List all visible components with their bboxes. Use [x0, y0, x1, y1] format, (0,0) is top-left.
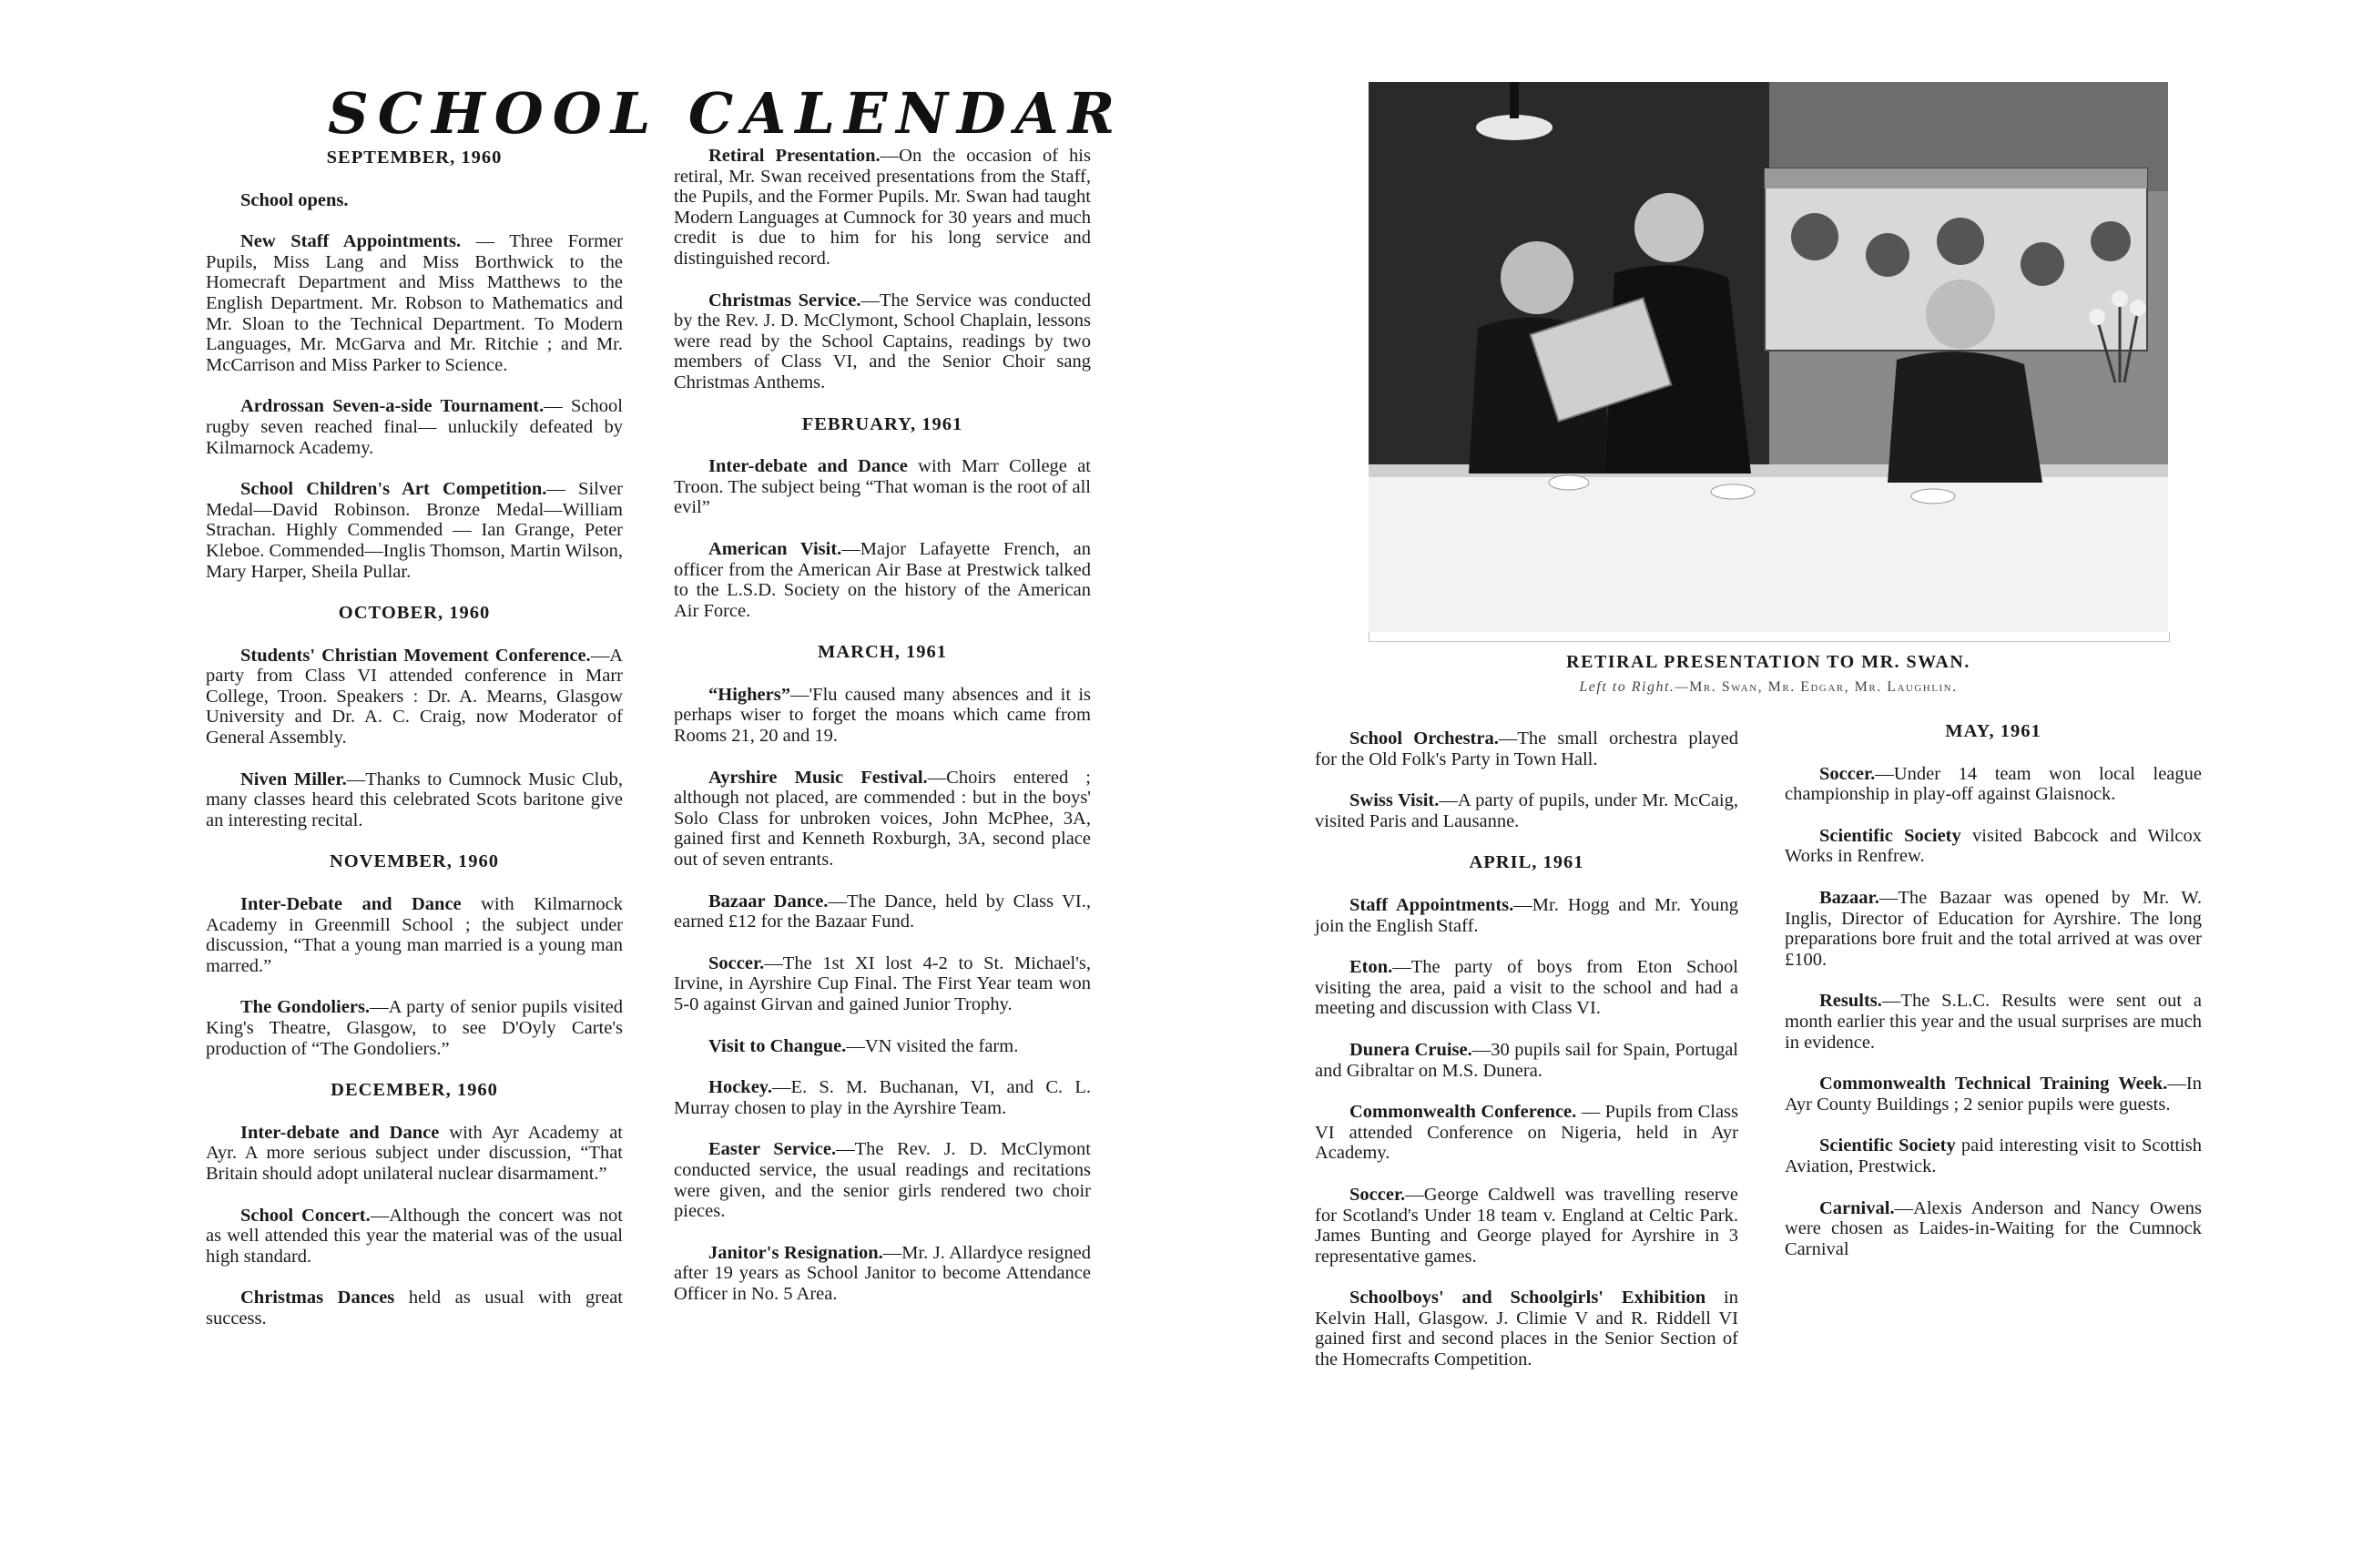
calendar-entry	[1785, 991, 2202, 1053]
subcaption-names: Mr. Swan, Mr. Edgar, Mr. Laughlin.	[1689, 679, 1958, 695]
entry-body: —On the occasion of his retiral, Mr. Swan received presentations from the Staff, the Pupils, and the Former Pupils. Mr. Swan had taught Modern Languages at Cumnock for 30 years and much credit is due to him for his long service and distinguished record.	[674, 146, 1091, 269]
entry-body: —Major Lafayette French, an officer from the American Air Base at Prestwick talked to the L.S.D. Society on the history of the American Air Force.	[674, 538, 1091, 621]
calendar-entry	[1315, 957, 1738, 1019]
calendar-entry	[1785, 1074, 2202, 1115]
entry-heading: Soccer.	[1349, 1184, 1406, 1205]
photo-illustration	[1369, 82, 2168, 632]
calendar-entry	[1785, 764, 2202, 805]
page-title: SCHOOL CALENDAR	[328, 80, 1125, 147]
column-2	[674, 146, 1091, 1326]
entry-heading: American Visit.	[708, 538, 842, 559]
entry-heading: Ardrossan Seven-a-side Tournament.	[240, 396, 545, 417]
entry-heading: Visit to Changue.	[708, 1035, 847, 1056]
entry-heading: Carnival.	[1819, 1197, 1895, 1218]
entry-body: — School rugby seven reached final— unluckily defeated by Kilmarnock Academy.	[206, 396, 623, 458]
entry-body: with Marr College at Troon. The subject being “That woman is the root of all evil”	[674, 456, 1091, 518]
entry-body: —'Flu caused many absences and it is perhaps wiser to forget the moans which came from Rooms 21, 20 and 19.	[674, 684, 1091, 747]
entry-heading: Soccer.	[708, 952, 765, 973]
month-heading-march: MARCH, 1961	[818, 642, 947, 663]
calendar-entry	[206, 190, 623, 211]
photo-subcaption	[1369, 679, 2168, 696]
entry-body: —Thanks to Cumnock Music Club, many classes heard this celebrated Scots baritone give an interesting recital.	[206, 769, 623, 830]
column-3	[1315, 728, 1738, 1391]
entry-body: —VN visited the farm.	[846, 1035, 1019, 1056]
entry-heading: School opens.	[240, 189, 349, 210]
entry-body: — Silver Medal—David Robinson. Bronze Medal—William Strachan. Highly Commended — Ian Grange, Peter Kleboe. Commended—Inglis Thomson, Martin Wilson, Mary Harper, Sheila Pullar.	[206, 479, 624, 582]
entry-body: paid interesting visit to Scottish Aviation, Prestwick.	[1785, 1135, 2203, 1176]
calendar-entry	[674, 953, 1091, 1015]
entry-body: —The Service was conducted by the Rev. J. D. McClymont, School Chaplain, lessons were read by the School Captains, readings by two members of Class VI, and the Senior Choir sang Christmas Anthems.	[674, 290, 1091, 392]
subcaption-lead: Left to Right.—	[1579, 679, 1690, 695]
calendar-entry	[206, 894, 623, 976]
entry-heading: Results.	[1819, 991, 1882, 1012]
calendar-entry	[674, 456, 1091, 518]
calendar-entry	[206, 479, 623, 582]
entry-heading: Commonwealth Conference.	[1349, 1102, 1577, 1123]
entry-heading: Ayrshire Music Festival.	[708, 767, 928, 788]
entry-heading: School Orchestra.	[1349, 728, 1499, 748]
entry-heading: Retiral Presentation.	[708, 146, 881, 166]
calendar-entry	[1315, 1288, 1738, 1369]
calendar-entry	[674, 685, 1091, 747]
calendar-entry	[674, 1036, 1091, 1057]
calendar-entry	[1785, 1135, 2202, 1176]
entry-body: —The 1st XI lost 4-2 to St. Michael's, Irvine, in Ayrshire Cup Final. The First Year team won 5-0 against Girvan and gained Junior Trophy.	[674, 952, 1091, 1014]
calendar-entry	[1785, 1198, 2202, 1260]
entry-body: —The S.L.C. Results were sent out a month earlier this year and the usual surprises are much in evidence.	[1785, 991, 2202, 1053]
entry-body: —A party of senior pupils visited King's Theatre, Glasgow, to see D'Oyly Carte's production of “The Gondoliers.”	[206, 997, 623, 1059]
entry-body: —The Bazaar was opened by Mr. W. Inglis, Director of Education for Ayrshire. The long preparations bore fruit and the total arrived at was over £100.	[1785, 887, 2202, 970]
calendar-entry	[1315, 790, 1738, 831]
calendar-entry	[674, 1243, 1091, 1305]
entry-heading: Bazaar.	[1819, 887, 1879, 908]
entry-heading: Soccer.	[1819, 763, 1876, 784]
calendar-entry	[674, 290, 1091, 393]
entry-body: —30 pupils sail for Spain, Portugal and Gibraltar on M.S. Dunera.	[1315, 1039, 1738, 1081]
entry-body: with Kilmarnock Academy in Greenmill School ; the subject under discussion, “That a young man married is a young man marred.”	[206, 894, 623, 976]
photo-caption: RETIRAL PRESENTATION TO MR. SWAN.	[1566, 652, 1970, 672]
entry-body: —Under 14 team won local league championship in play-off against Glaisnock.	[1785, 763, 2202, 805]
entry-body: with Ayr Academy at Ayr. A more serious subject under discussion, “That Britain should adopt unilateral nuclear disarmament.”	[206, 1122, 623, 1184]
entry-heading: Scientific Society	[1819, 1135, 1956, 1156]
entry-heading: Staff Appointments.	[1349, 894, 1514, 915]
entry-body: — Pupils from Class VI attended Conference on Nigeria, held in Ayr Academy.	[1315, 1102, 1739, 1164]
calendar-entry	[206, 1123, 623, 1185]
entry-body: visited Babcock and Wilcox Works in Renfrew.	[1785, 825, 2202, 867]
calendar-entry	[674, 1139, 1091, 1221]
entry-body: —E. S. M. Buchanan, VI, and C. L. Murray chosen to play in the Ayrshire Team.	[674, 1077, 1091, 1118]
entry-heading: Inter-Debate and Dance	[240, 894, 462, 915]
entry-body: —The party of boys from Eton School visiting the area, paid a visit to the school and had a meeting and discussion with Class VI.	[1315, 957, 1738, 1019]
entry-body: —Mr. Hogg and Mr. Young join the English Staff.	[1315, 894, 1738, 936]
calendar-entry	[1315, 1040, 1738, 1081]
column-1	[206, 148, 623, 1350]
entry-body: —In Ayr County Buildings ; 2 senior pupils were guests.	[1785, 1074, 2202, 1115]
entry-heading: Janitor's Resignation.	[708, 1242, 883, 1263]
entry-heading: Niven Miller.	[240, 769, 347, 789]
calendar-entry	[206, 769, 623, 831]
entry-heading: Dunera Cruise.	[1349, 1039, 1472, 1060]
entry-body: — Three Former Pupils, Miss Lang and Miss Borthwick to the Homecraft Department and Miss Matthews to the English Department. Mr. Robson to Mathematics and Mr. Sloan to the Technical Department. To Modern Languages, Mr. McGarva and Mr. Ritchie ; and Mr. McCarrison and Miss Parker to Science.	[206, 231, 624, 375]
calendar-entry	[206, 231, 623, 375]
month-heading-february: FEBRUARY, 1961	[801, 413, 963, 434]
entry-body: —Alexis Anderson and Nancy Owens were chosen as Laides-in-Waiting for the Cumnock Carnival	[1785, 1197, 2202, 1259]
calendar-entry	[1315, 728, 1738, 769]
calendar-entry	[674, 768, 1091, 871]
entry-heading: The Gondoliers.	[240, 997, 371, 1018]
entry-heading: Scientific Society	[1819, 825, 1961, 846]
month-heading-october: OCTOBER, 1960	[338, 603, 491, 624]
month-heading-december: DECEMBER, 1960	[331, 1080, 498, 1101]
entry-body: —A party of pupils, under Mr. McCaig, visited Paris and Lausanne.	[1315, 790, 1738, 831]
calendar-entry	[1315, 1102, 1738, 1164]
month-heading-september: SEPTEMBER, 1960	[326, 148, 503, 168]
entry-heading: School Children's Art Competition.	[240, 479, 547, 500]
entry-heading: Schoolboys' and Schoolgirls' Exhibition	[1349, 1288, 1706, 1308]
entry-heading: Swiss Visit.	[1349, 790, 1440, 811]
calendar-entry	[674, 539, 1091, 621]
calendar-entry	[1785, 888, 2202, 970]
entry-heading: Christmas Dances	[240, 1288, 395, 1308]
entry-heading: Students' Christian Movement Conference.	[240, 645, 591, 666]
entry-heading: “Highers”	[708, 684, 790, 705]
calendar-entry	[206, 1288, 623, 1329]
entry-body: held as usual with great success.	[206, 1288, 623, 1329]
entry-heading: School Concert.	[240, 1205, 371, 1226]
calendar-entry	[206, 646, 623, 748]
entry-heading: Eton.	[1349, 957, 1393, 978]
calendar-entry	[674, 146, 1091, 270]
calendar-entry	[206, 997, 623, 1059]
entry-heading: Hockey.	[708, 1077, 773, 1098]
calendar-entry	[1315, 1185, 1738, 1267]
month-heading-may: MAY, 1961	[1945, 721, 2041, 741]
entry-heading: Christmas Service.	[708, 290, 861, 311]
calendar-entry	[1785, 826, 2202, 867]
month-heading-november: NOVEMBER, 1960	[330, 851, 499, 872]
retiral-presentation-photo	[1369, 82, 2168, 632]
entry-body: —Mr. J. Allardyce resigned after 19 years as School Janitor to become Attendance Officer in No. 5 Area.	[674, 1242, 1091, 1304]
calendar-entry	[1315, 895, 1738, 936]
entry-heading: Commonwealth Technical Training Week.	[1819, 1074, 2168, 1095]
entry-body: —Choirs entered ; although not placed, are commended : but in the boys' Solo Class for unbroken voices, John McPhee, 3A, gained first and Kenneth Roxburgh, 3A, second place out of seven entrants.	[674, 767, 1091, 871]
entry-body: —Although the concert was not as well attended this year the material was of the usual high standard.	[206, 1205, 623, 1267]
entry-heading: Inter-debate and Dance	[708, 456, 908, 477]
entry-heading: Bazaar Dance.	[708, 891, 829, 911]
calendar-entry	[674, 891, 1091, 932]
calendar-entry	[674, 1077, 1091, 1118]
calendar-entry	[206, 1206, 623, 1268]
entry-heading: New Staff Appointments.	[240, 231, 462, 252]
column-4	[1785, 721, 2202, 1280]
entry-body: —A party from Class VI attended conference in Marr College, Troon. Speakers : Dr. A. Mearns, Glasgow University and Dr. A. C. Craig, now Moderator of General Assembly.	[206, 645, 623, 748]
entry-body: —The Rev. J. D. McClymont conducted service, the usual readings and recitations were given, and the senior girls rendered two choir pieces.	[674, 1139, 1091, 1222]
month-heading-april: APRIL, 1961	[1469, 852, 1584, 873]
entry-heading: Easter Service.	[708, 1139, 837, 1160]
entry-body: —George Caldwell was travelling reserve for Scotland's Under 18 team v. England at Celtic Park. James Bunting and George played for Ayrshire in 3 representative games.	[1315, 1184, 1738, 1267]
calendar-entry	[206, 396, 623, 458]
entry-body: —The Dance, held by Class VI., earned £12 for the Bazaar Fund.	[674, 891, 1092, 932]
entry-body: —The small orchestra played for the Old Folk's Party in Town Hall.	[1315, 728, 1738, 769]
photo-border	[1369, 632, 2170, 642]
entry-heading: Inter-debate and Dance	[240, 1122, 440, 1143]
entry-body: in Kelvin Hall, Glasgow. J. Climie V and R. Riddell VI gained first and second places in the Senior Section of the Homecrafts Competition.	[1315, 1288, 1738, 1370]
